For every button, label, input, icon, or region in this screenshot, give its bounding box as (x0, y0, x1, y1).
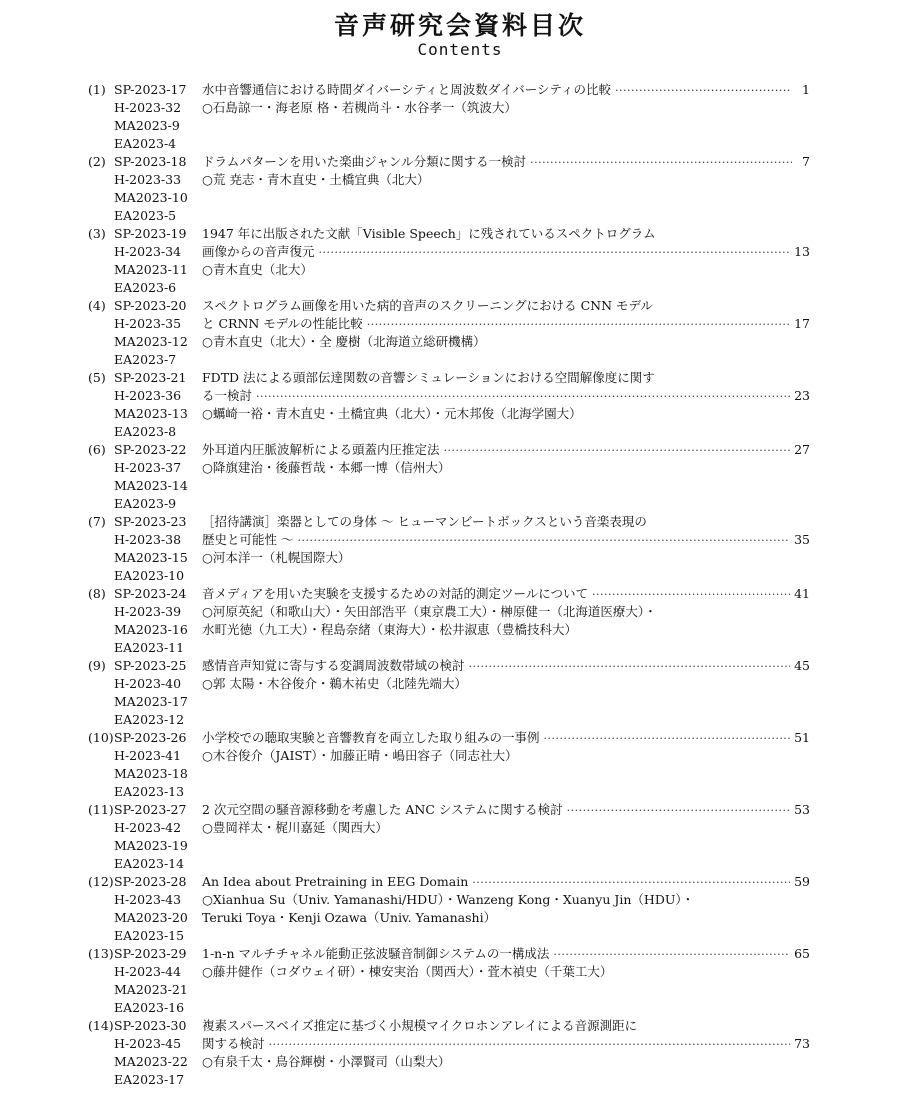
entry-authors: ○木谷俊介（JAIST）・加藤正晴・嶋田容子（同志社大） (202, 748, 518, 763)
report-id: SP-2023-19 (114, 226, 187, 241)
entry-number: (2) (88, 154, 106, 169)
entry-number: (3) (88, 226, 106, 241)
report-id: EA2023-12 (114, 712, 185, 727)
entry-authors: ○青木直史（北大）・全 慶樹（北海道立総研機構） (202, 334, 486, 349)
report-id: EA2023-8 (114, 424, 177, 439)
toc-entry (88, 729, 810, 801)
report-id: EA2023-16 (114, 1000, 185, 1015)
entry-title-row[interactable] (202, 873, 810, 891)
entry-authors: ○蠣崎一裕・青木直史・土橋宜典（北大）・元木邦俊（北海学園大） (202, 406, 582, 421)
entry-number: (12) (88, 874, 114, 889)
report-id: H-2023-36 (114, 388, 182, 403)
page-number: 13 (794, 244, 810, 259)
report-id-list (114, 225, 200, 297)
entry-content (202, 1017, 810, 1071)
entry-number: (14) (88, 1018, 114, 1033)
entry-title-line: An Idea about Pretraining in EEG Domain (202, 874, 469, 889)
entry-title-line: スペクトログラム画像を用いた病的音声のスクリーニングにおける CNN モデル (202, 298, 653, 313)
entry-title-line: 感情音声知覚に寄与する変調周波数帯域の検討 (202, 658, 465, 673)
report-id: MA2023-10 (114, 190, 188, 205)
report-id: MA2023-18 (114, 766, 188, 781)
report-id: H-2023-42 (114, 820, 182, 835)
entry-authors: ○石島諒一・海老原 格・若槻尚斗・水谷孝一（筑波大） (202, 100, 517, 115)
report-id: H-2023-44 (114, 964, 182, 979)
entry-number: (9) (88, 658, 106, 673)
toc-entry (88, 945, 810, 1017)
entry-number: (1) (88, 82, 106, 97)
toc-entry (88, 873, 810, 945)
entry-title-line: FDTD 法による頭部伝達関数の音響シミュレーションにおける空間解像度に関す (202, 370, 655, 385)
entry-authors: ○荒 尭志・青木直史・土橋宜典（北大） (202, 172, 430, 187)
entry-authors: ○有泉千太・鳥谷輝樹・小澤賢司（山梨大） (202, 1054, 451, 1069)
entry-title-line: ［招待講演］楽器としての身体 ～ ヒューマンビートボックスという音楽表現の (202, 514, 647, 529)
report-id: SP-2023-18 (114, 154, 187, 169)
report-id: SP-2023-21 (114, 370, 187, 385)
entry-number: (6) (88, 442, 106, 457)
entry-content (202, 513, 810, 567)
entry-title-line: ドラムパターンを用いた楽曲ジャンル分類に関する一検討 (202, 154, 527, 169)
report-id: MA2023-22 (114, 1054, 188, 1069)
entry-title-row[interactable] (202, 801, 810, 819)
dot-leader (297, 532, 790, 550)
entry-authors: ○Xianhua Su（Univ. Yamanashi/HDU）・Wanzeng Kong・Xuanyu Jin（HDU）・ (202, 892, 695, 907)
report-id: MA2023-17 (114, 694, 188, 709)
report-id-list (114, 945, 200, 1017)
entry-title-line: 歴史と可能性 ～ (202, 532, 294, 547)
page-number: 45 (794, 658, 810, 673)
entry-title-line: 外耳道内圧脈波解析による頭蓋内圧推定法 (202, 442, 440, 457)
toc-entry (88, 1017, 810, 1089)
entry-content (202, 585, 810, 639)
report-id-list (114, 153, 200, 225)
report-id: MA2023-9 (114, 118, 180, 133)
report-id: SP-2023-17 (114, 82, 187, 97)
toc-entry (88, 513, 810, 585)
entry-authors: ○青木直史（北大） (202, 262, 313, 277)
report-id: SP-2023-27 (114, 802, 187, 817)
report-id-list (114, 81, 200, 153)
dot-leader (367, 316, 790, 334)
page-number: 7 (802, 154, 810, 169)
page-subtitle: Contents (417, 40, 503, 59)
entry-authors: Teruki Toya・Kenji Ozawa（Univ. Yamanashi） (202, 910, 497, 925)
report-id-list (114, 297, 200, 369)
report-id: SP-2023-22 (114, 442, 187, 457)
entry-number: (11) (88, 802, 114, 817)
report-id-list (114, 585, 200, 657)
report-id: H-2023-33 (114, 172, 182, 187)
entry-title-row[interactable] (202, 315, 810, 333)
report-id-list (114, 801, 200, 873)
report-id: MA2023-19 (114, 838, 188, 853)
report-id: SP-2023-30 (114, 1018, 187, 1033)
toc-entry (88, 585, 810, 657)
entry-title-row[interactable] (202, 81, 810, 99)
report-id-list (114, 657, 200, 729)
report-id: MA2023-16 (114, 622, 188, 637)
toc-entry (88, 369, 810, 441)
report-id: SP-2023-29 (114, 946, 187, 961)
entry-title-line: 小学校での聴取実験と音響教育を両立した取り組みの一事例 (202, 730, 540, 745)
report-id: SP-2023-20 (114, 298, 187, 313)
toc-entry (88, 153, 810, 225)
entry-content (202, 297, 810, 351)
entry-authors: ○豊岡祥太・梶川嘉延（関西大） (202, 820, 388, 835)
page-number: 51 (794, 730, 810, 745)
entry-title-row[interactable] (202, 1035, 810, 1053)
dot-leader (544, 730, 791, 748)
page-number: 59 (794, 874, 810, 889)
entry-title-row[interactable] (202, 657, 810, 675)
report-id: EA2023-13 (114, 784, 185, 799)
report-id: H-2023-35 (114, 316, 182, 331)
report-id: EA2023-15 (114, 928, 185, 943)
report-id-list (114, 369, 200, 441)
entry-content (202, 369, 810, 423)
report-id: EA2023-5 (114, 208, 177, 223)
report-id: H-2023-40 (114, 676, 182, 691)
report-id: EA2023-4 (114, 136, 177, 151)
entry-title-row[interactable] (202, 945, 810, 963)
dot-leader (592, 586, 790, 604)
report-id-list (114, 873, 200, 945)
report-id-list (114, 513, 200, 585)
report-id: H-2023-38 (114, 532, 182, 547)
entry-title-line: 画像からの音声復元 (202, 244, 315, 259)
entry-content (202, 945, 810, 981)
report-id: H-2023-39 (114, 604, 182, 619)
report-id-list (114, 729, 200, 801)
entry-title-line: と CRNN モデルの性能比較 (202, 316, 363, 331)
entry-title-line: 音メディアを用いた実験を支援するための対話的測定ツールについて (202, 586, 589, 601)
toc-entry (88, 225, 810, 297)
report-id: MA2023-15 (114, 550, 188, 565)
entry-authors: 水町光徳（九工大）・程島奈緒（東海大）・松井淑恵（豊橋技科大） (202, 622, 578, 637)
entry-content (202, 873, 810, 927)
entry-title-row[interactable] (202, 441, 810, 459)
entry-content (202, 153, 810, 189)
report-id: H-2023-37 (114, 460, 182, 475)
report-id: EA2023-6 (114, 280, 177, 295)
report-id: EA2023-7 (114, 352, 177, 367)
dot-leader (567, 802, 790, 820)
page-number: 65 (794, 946, 810, 961)
dot-leader (472, 874, 790, 892)
entry-title-line: 1947 年に出版された文献「Visible Speech」に残されているスペクトログラム (202, 226, 656, 241)
entry-title-row[interactable] (202, 387, 810, 405)
entry-content (202, 81, 810, 117)
entry-title-row[interactable] (202, 243, 810, 261)
toc-entry (88, 441, 810, 513)
entry-number: (4) (88, 298, 106, 313)
report-id: MA2023-11 (114, 262, 188, 277)
report-id: H-2023-32 (114, 100, 182, 115)
entry-title-line: 1-n-n マルチチャネル能動正弦波騒音制御システムの一構成法 (202, 946, 550, 961)
dot-leader (319, 244, 791, 262)
page-number: 17 (794, 316, 810, 331)
dot-leader (615, 82, 792, 100)
report-id: SP-2023-26 (114, 730, 187, 745)
report-id-list (114, 1017, 200, 1089)
page-title: 音声研究会資料目次 (333, 11, 586, 40)
report-id: H-2023-45 (114, 1036, 182, 1051)
entry-title-row[interactable] (202, 153, 810, 171)
dot-leader (444, 442, 791, 460)
report-id: EA2023-17 (114, 1072, 185, 1087)
report-id: SP-2023-25 (114, 658, 187, 673)
report-id: EA2023-10 (114, 568, 185, 583)
entry-title-row[interactable] (202, 585, 810, 603)
entry-content (202, 729, 810, 765)
report-id: EA2023-9 (114, 496, 177, 511)
report-id-list (114, 441, 200, 513)
entry-number: (7) (88, 514, 106, 529)
entry-title-line: 複素スパースベイズ推定に基づく小規模マイクロホンアレイによる音源測距に (202, 1018, 638, 1033)
page-number: 53 (794, 802, 810, 817)
entry-number: (5) (88, 370, 106, 385)
entry-title-row[interactable] (202, 531, 810, 549)
entry-title-line: 関する検討 (202, 1036, 265, 1051)
entry-content (202, 441, 810, 477)
report-id: EA2023-14 (114, 856, 185, 871)
dot-leader (553, 946, 790, 964)
entry-number: (8) (88, 586, 106, 601)
dot-leader (256, 388, 790, 406)
entry-title-line: 水中音響通信における時間ダイバーシティと周波数ダイバーシティの比較 (202, 82, 612, 97)
entry-authors: ○藤井健作（コダウェイ研）・棟安実治（関西大）・萓木禎史（千葉工大） (202, 964, 613, 979)
entry-authors: ○郭 太陽・木谷俊介・鵜木祐史（北陸先端大） (202, 676, 467, 691)
report-id: H-2023-43 (114, 892, 182, 907)
entry-authors: ○河本洋一（札幌国際大） (202, 550, 351, 565)
report-id: H-2023-41 (114, 748, 182, 763)
toc-entry (88, 297, 810, 369)
entry-title-row[interactable] (202, 729, 810, 747)
page-number: 41 (794, 586, 810, 601)
table-of-contents (88, 81, 810, 1089)
dot-leader (469, 658, 791, 676)
report-id: EA2023-11 (114, 640, 185, 655)
report-id: MA2023-13 (114, 406, 188, 421)
report-id: SP-2023-23 (114, 514, 187, 529)
entry-content (202, 801, 810, 837)
dot-leader (530, 154, 792, 172)
page-number: 23 (794, 388, 810, 403)
entry-authors: ○降旗建治・後藤哲哉・本郷一博（信州大） (202, 460, 451, 475)
entry-title-line: る一検討 (202, 388, 253, 403)
toc-entry (88, 657, 810, 729)
report-id: H-2023-34 (114, 244, 182, 259)
page-number: 27 (794, 442, 810, 457)
entry-authors: ○河原英紀（和歌山大）・矢田部浩平（東京農工大）・榊原健一（北海道医療大）・ (202, 604, 657, 619)
entry-content (202, 225, 810, 279)
report-id: SP-2023-24 (114, 586, 187, 601)
entry-title-line: 2 次元空間の騒音源移動を考慮した ANC システムに関する検討 (202, 802, 563, 817)
entry-number: (10) (88, 730, 114, 745)
entry-content (202, 657, 810, 693)
report-id: MA2023-20 (114, 910, 188, 925)
page-number: 35 (794, 532, 810, 547)
dot-leader (269, 1036, 791, 1054)
report-id: MA2023-12 (114, 334, 188, 349)
report-id: MA2023-21 (114, 982, 188, 997)
toc-entry (88, 81, 810, 153)
entry-number: (13) (88, 946, 114, 961)
toc-entry (88, 801, 810, 873)
page-number: 1 (802, 82, 810, 97)
report-id: SP-2023-28 (114, 874, 187, 889)
page-number: 73 (794, 1036, 810, 1051)
report-id: MA2023-14 (114, 478, 188, 493)
